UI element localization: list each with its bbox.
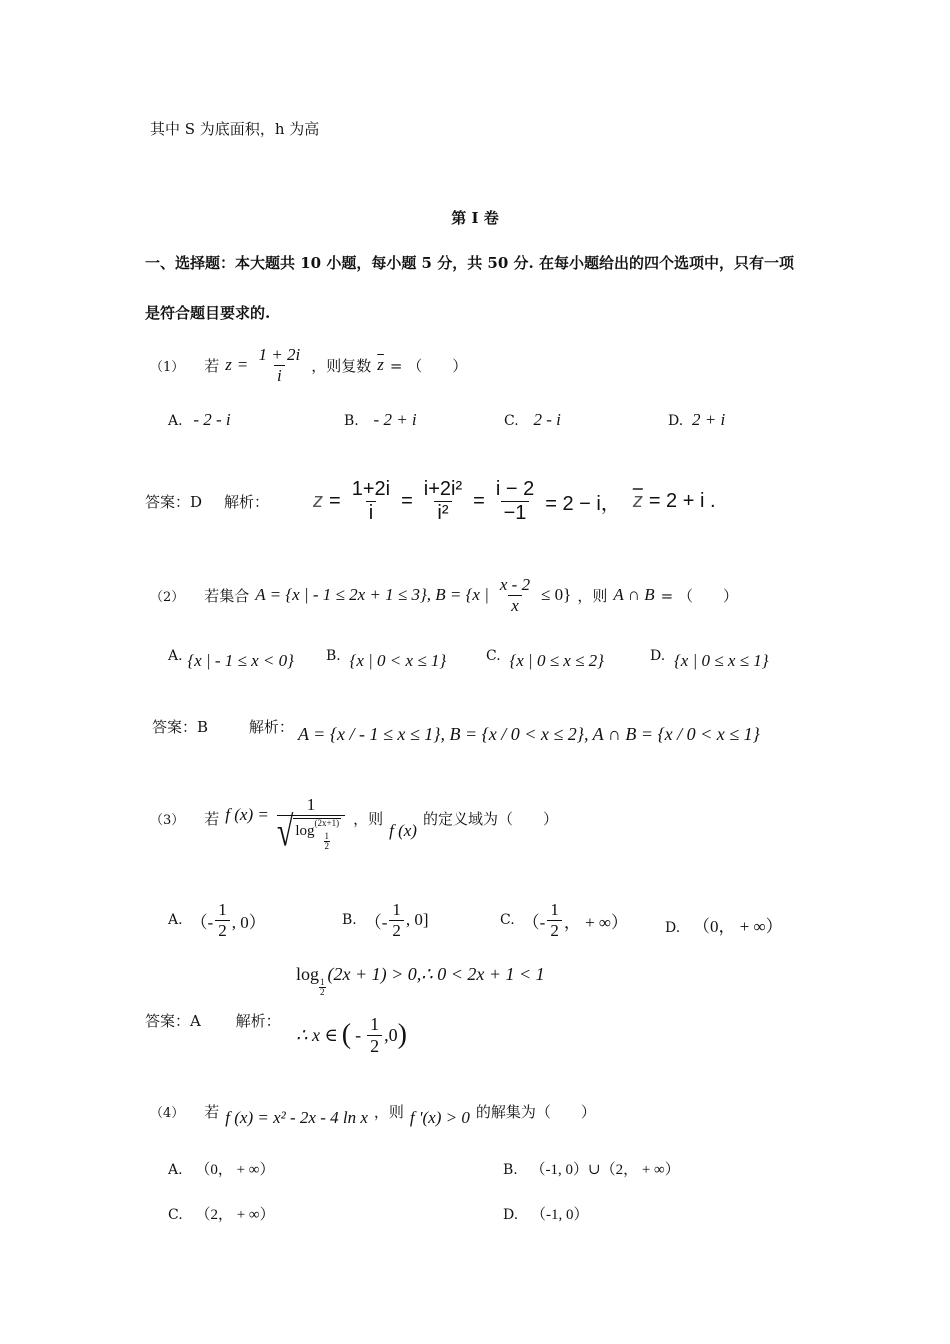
- question-3: [150, 795, 558, 855]
- option-label: C.: [504, 413, 519, 429]
- option-c[interactable]: [504, 410, 561, 430]
- question-number: （2）: [150, 589, 185, 605]
- option-c[interactable]: [168, 1203, 275, 1224]
- z-conjugate: $\overline{z}$: [377, 355, 384, 375]
- fraction: [276, 795, 345, 855]
- question-tail: = （ ）: [660, 586, 738, 605]
- question-1: [150, 345, 467, 385]
- fraction-numerator: 1: [306, 795, 316, 814]
- option-b[interactable]: [326, 648, 446, 671]
- intro-note: 其中 S 为底面积，h 为高: [150, 120, 320, 138]
- analysis-fraction-3-den: −1: [501, 501, 530, 525]
- z-variable: z: [225, 355, 232, 375]
- question-number: （4）: [150, 1105, 185, 1121]
- log-text: log: [295, 822, 315, 839]
- question-tail: = （ ）: [389, 356, 468, 375]
- option-label: C.: [486, 648, 501, 664]
- option-value: - 2 - i: [193, 410, 231, 429]
- analysis-fraction-1-num: 1+2i: [351, 478, 391, 500]
- sqrt-icon: √: [276, 808, 294, 855]
- question-1-options: [168, 410, 768, 434]
- question-number: （1）: [150, 359, 185, 375]
- analysis-domain-suffix: ,0: [384, 1024, 398, 1045]
- fraction-denominator: x: [508, 595, 522, 616]
- option-d[interactable]: [650, 648, 769, 671]
- analysis-domain-den: 2: [367, 1035, 382, 1057]
- log-base-den: 2: [324, 840, 330, 851]
- analysis-conjugate-result: = 2 + i .: [648, 490, 716, 512]
- option-value: {x | 0 < x ≤ 1}: [349, 651, 447, 670]
- question-3-analysis-line-2: ∴ x ∈ ( - $\frac{1}{2}$ ,0 ): [296, 1014, 407, 1056]
- option-value: （0， + ∞）: [692, 917, 783, 936]
- analysis-inequality: (2x + 1) > 0,∴ 0 < 2x + 1 < 1: [327, 964, 545, 984]
- option-label: B.: [344, 413, 359, 429]
- option-value: （-1, 0）∪（2， + ∞）: [530, 1162, 680, 1178]
- option-a[interactable]: [168, 900, 266, 940]
- option-label: A.: [168, 1162, 183, 1178]
- option-value: - 2 + i: [373, 410, 417, 429]
- question-3-analysis-line-1: [296, 964, 545, 997]
- analysis-log-base-num: 1: [320, 977, 325, 987]
- derivative-condition: f '(x) > 0: [409, 1108, 470, 1127]
- option-num: 1: [218, 900, 227, 919]
- question-prefix: 若: [204, 1102, 220, 1121]
- option-prefix: （-: [190, 912, 214, 932]
- question-3-options: [168, 900, 788, 948]
- option-den: 2: [215, 920, 230, 941]
- option-label: A.: [168, 413, 183, 429]
- option-den: 2: [547, 920, 562, 941]
- option-b[interactable]: [344, 410, 417, 430]
- analysis-equation: z = $\frac{1+2i}{i}$ = $\frac{\text{i+2i²}}{\text{i²}}$ = $\frac{i - 2}{-1}$ = 2 − i， $\overline{z}$ = 2 + i .: [313, 478, 716, 524]
- analysis-domain-prefix: ∴ x ∈: [296, 1024, 338, 1045]
- option-label: D.: [650, 648, 666, 664]
- question-3-answer: [145, 1010, 281, 1031]
- function-name-2: f (x): [389, 821, 417, 840]
- option-suffix: , 0）: [231, 912, 266, 932]
- option-c[interactable]: [500, 900, 628, 940]
- analysis-label: 解析：: [224, 493, 270, 511]
- option-value: 2 + i: [691, 410, 726, 429]
- option-label: C.: [168, 1207, 183, 1223]
- analysis-z: z: [313, 490, 324, 512]
- analysis-fraction-1-den: i: [366, 501, 376, 525]
- section-title: 第 I 卷: [451, 209, 499, 227]
- option-b[interactable]: [342, 900, 429, 940]
- fraction-denominator: [276, 808, 345, 855]
- option-suffix: , 0]: [405, 910, 429, 930]
- option-d[interactable]: [665, 912, 783, 937]
- question-2-options: [168, 648, 788, 678]
- instructions-line-1: 一、选择题：本大题共 10 小题，每小题 5 分，共 50 分. 在每小题给出的四个选项中，只有一项: [145, 254, 794, 272]
- question-suffix: ，则复数: [311, 356, 372, 375]
- option-a[interactable]: [168, 410, 231, 430]
- option-value: {x | 0 ≤ x ≤ 1}: [673, 651, 769, 670]
- option-value: （0， + ∞）: [195, 1162, 275, 1178]
- option-prefix: （-: [364, 912, 388, 932]
- fraction-numerator: 1 + 2i: [258, 345, 301, 364]
- log-superscript: (2x+1): [314, 817, 340, 828]
- question-2-answer: [152, 716, 294, 737]
- question-4: [150, 1094, 596, 1128]
- option-label: D.: [668, 413, 684, 429]
- analysis-fraction-2-den: i²: [434, 501, 451, 525]
- analysis-label: 解析：: [235, 1012, 281, 1030]
- analysis-domain-num: 1: [370, 1014, 380, 1034]
- equals-sign: =: [237, 355, 248, 375]
- option-a[interactable]: [168, 648, 294, 671]
- option-value: 2 - i: [533, 410, 561, 429]
- analysis-z-conjugate: $\overline{z}$: [632, 490, 643, 512]
- option-value: {x | - 1 ≤ x < 0}: [187, 651, 294, 670]
- answer-label: 答案：A: [145, 1012, 201, 1030]
- question-prefix: 若: [204, 810, 220, 828]
- option-b[interactable]: [503, 1158, 680, 1179]
- fraction-denominator: i: [274, 365, 285, 386]
- question-2: [150, 575, 738, 615]
- option-label: A.: [168, 648, 183, 664]
- option-value: （2， + ∞）: [195, 1207, 275, 1223]
- question-suffix: ，则: [353, 810, 384, 828]
- fraction-numerator: x - 2: [499, 575, 531, 594]
- fraction: [497, 575, 533, 615]
- option-den: 2: [389, 920, 404, 941]
- option-value: （-1, 0）: [530, 1207, 589, 1223]
- question-tail: 的解集为（ ）: [475, 1102, 596, 1121]
- analysis-log: log: [296, 964, 320, 984]
- option-label: D.: [503, 1207, 519, 1223]
- question-suffix: ，则: [577, 586, 608, 605]
- question-prefix: 若集合: [204, 586, 250, 605]
- option-num: 1: [550, 900, 559, 919]
- option-num: 1: [392, 900, 401, 919]
- analysis-minus: -: [355, 1024, 362, 1045]
- option-label: D.: [665, 920, 681, 936]
- option-label: B.: [342, 912, 357, 929]
- analysis-result: = 2 − i，: [545, 493, 621, 515]
- option-value: {x | 0 ≤ x ≤ 2}: [509, 651, 604, 670]
- analysis-log-base-den: 2: [320, 987, 325, 997]
- instructions-line-2: 是符合题目要求的.: [145, 304, 271, 322]
- fraction: [256, 345, 304, 385]
- option-label: B.: [503, 1162, 518, 1178]
- option-label: A.: [168, 912, 183, 929]
- function-definition: f (x) = x² - 2x - 4 ln x: [225, 1108, 368, 1127]
- option-label: C.: [500, 912, 515, 929]
- option-c[interactable]: [486, 648, 604, 671]
- question-2-analysis: A = {x / - 1 ≤ x ≤ 1}, B = {x / 0 < x ≤ 2}, A ∩ B = {x / 0 < x ≤ 1}: [298, 724, 760, 744]
- question-suffix: ，则: [373, 1102, 404, 1121]
- set-definition: A = {x | - 1 ≤ 2x + 1 ≤ 3}, B = {x |: [255, 585, 489, 605]
- analysis-fraction-2-num: i+2i²: [423, 478, 463, 500]
- option-d[interactable]: [668, 410, 725, 430]
- option-prefix: （-: [522, 912, 546, 932]
- question-1-answer: [145, 478, 716, 525]
- question-prefix: 若: [204, 356, 220, 375]
- option-suffix: ， + ∞）: [563, 912, 629, 932]
- function-name: f (x) =: [225, 805, 269, 824]
- log-base-num: 1: [324, 830, 330, 841]
- answer-label: 答案：B: [152, 718, 209, 736]
- question-tail: 的定义域为（ ）: [422, 810, 558, 828]
- set-b-tail: ≤ 0}: [541, 585, 572, 605]
- intersection-expr: A ∩ B: [613, 585, 655, 605]
- option-label: B.: [326, 648, 341, 664]
- option-d[interactable]: [503, 1203, 588, 1224]
- answer-label: 答案：D: [145, 493, 203, 511]
- analysis-label: 解析：: [248, 718, 294, 736]
- option-a[interactable]: [168, 1158, 275, 1179]
- analysis-fraction-3-num: i − 2: [495, 478, 535, 500]
- question-number: （3）: [150, 813, 185, 828]
